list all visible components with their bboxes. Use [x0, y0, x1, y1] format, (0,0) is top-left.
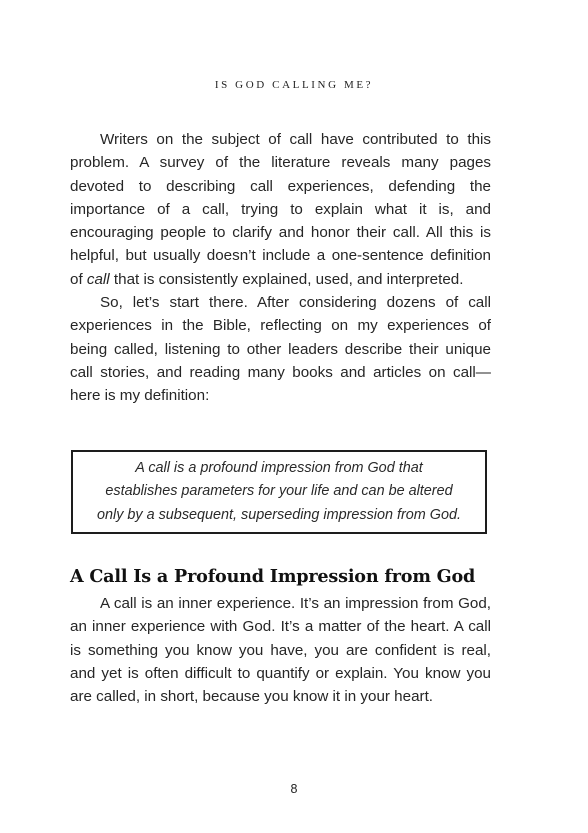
definition-line-1: A call is a profound impression from God that	[135, 459, 423, 476]
page-number: 8	[290, 782, 298, 796]
definition-line-2: establishes parameters for your life and can be altered	[105, 483, 453, 500]
section-heading: A Call Is a Profound Impression from God	[70, 566, 476, 587]
definition-text	[97, 457, 461, 528]
paragraph-2: So, let’s start there. After considering dozens of call experiences in the Bible, reflecting on my experiences of being called, listening to other leaders describe their unique call stories, and reading many books and articles on call—here is my definition:	[70, 294, 491, 405]
running-head: IS GOD CALLING ME?	[214, 79, 374, 91]
emphasis-call: call	[86, 270, 110, 288]
body-text-top	[70, 128, 491, 408]
paragraph-3: A call is an inner experience. It’s an impression from God, an inner experience with God. It’s a matter of the heart. A call is something you know you have, you are confident is real, and yet is often difficult to quantify or explain. You know you are called, in short, because you know it in your heart.	[70, 595, 491, 706]
body-text-bottom	[70, 592, 491, 708]
definition-callout-box	[71, 450, 487, 534]
paragraph-1-text-b: that is consistently explained, used, and interpreted.	[109, 270, 464, 288]
definition-line-3: only by a subsequent, superseding impression from God.	[97, 506, 461, 523]
paragraph-1	[70, 128, 491, 291]
paragraph-1-text-a: Writers on the subject of call have contributed to this problem. A survey of the literature reveals many pages devoted to describing call experiences, defending the importance of a call, trying to explain what it is, and encouraging people to clarify and honor their call. All this is helpful, but usually doesn’t include a one-sentence definition of	[70, 131, 491, 288]
